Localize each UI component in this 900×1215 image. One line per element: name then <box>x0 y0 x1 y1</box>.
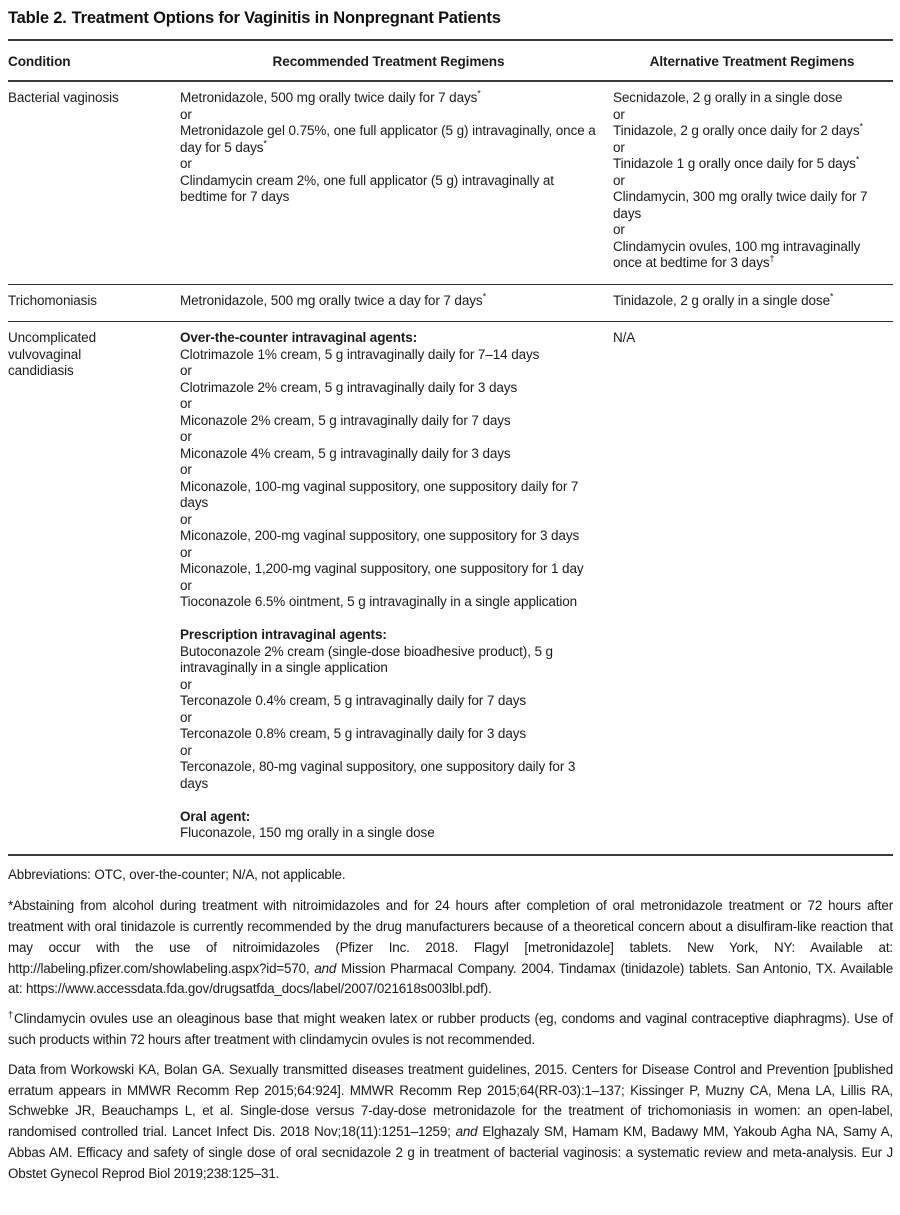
or-connector: or <box>613 139 625 155</box>
regimen-line: Miconazole 4% cream, 5 g intravaginally daily for 3 days <box>180 445 511 461</box>
regimen-line: Secnidazole, 2 g orally in a single dose <box>613 90 843 105</box>
footnote-marker: * <box>855 154 860 165</box>
alternative-regimens-cell <box>613 322 893 854</box>
or-connector: or <box>613 172 625 188</box>
or-connector: or <box>613 106 625 122</box>
regimen-group-heading: Prescription intravaginal agents: <box>180 627 387 642</box>
footnote-marker: * <box>477 88 481 99</box>
footnote-paragraph <box>8 896 893 1000</box>
table-row <box>8 285 893 323</box>
footnote-text: Clindamycin ovules use an oleaginous base that might weaken latex or rubber products (eg, condoms and vaginal contraceptive diaphragms). Use of such products within 72 hours after treatment with clindamycin ovules is not recommended. <box>8 1011 893 1048</box>
alternative-regimens-cell <box>613 285 893 322</box>
regimen-line: Terconazole 0.4% cream, 5 g intravaginally daily for 7 days <box>180 693 527 708</box>
footnote-paragraphs <box>8 896 893 1184</box>
regimen-line: Metronidazole, 500 mg orally twice daily for 7 days* <box>180 88 481 105</box>
or-connector: or <box>180 544 192 560</box>
regimen-group-heading: Oral agent: <box>180 808 251 824</box>
footnote-text: Elghazaly SM, Hamam KM, Badawy MM, Yakoub Agha NA, Samy A, Abbas AM. Efficacy and safety of single dose of oral secnidazole 2 g in treatment of bacterial vaginosis: a systematic review and meta-analysis. Eur J Obstet Gynecol Reprod Biol 2019;238:125–31. <box>8 1124 893 1181</box>
condition-cell: Bacterial vaginosis <box>8 90 119 105</box>
footnote-marker: * <box>482 291 486 301</box>
or-connector: or <box>613 222 625 237</box>
footnote-text: Mission Pharmacal Company. 2004. Tindamax (tinidazole) tablets. San Antonio, TX. Available at: https://www.accessdata.fda.gov/drugsatfda_docs/label/2007/021618s003lbl.pdf). <box>8 960 893 997</box>
italic-text: and <box>455 1124 478 1140</box>
regimen-line: Metronidazole, 500 mg orally twice a day for 7 days* <box>180 291 486 308</box>
table-body <box>8 82 893 856</box>
table-title-text: Treatment Options for Vaginitis in Nonpregnant Patients <box>71 9 501 27</box>
or-connector: or <box>180 511 192 527</box>
footnote-paragraph <box>8 1009 893 1051</box>
regimen-line: Tinidazole 1 g orally once daily for 5 days* <box>613 154 860 171</box>
blank-spacer <box>180 792 597 809</box>
column-header-recommended: Recommended Treatment Regimens <box>272 54 505 69</box>
or-connector: or <box>180 429 192 444</box>
regimen-group-heading: Over-the-counter intravaginal agents: <box>180 330 418 345</box>
regimen-line: Metronidazole gel 0.75%, one full applicator (5 g) intravaginally, once a day for 5 days* <box>180 123 596 155</box>
footnote-marker: * <box>859 121 863 132</box>
regimen-line: N/A <box>613 330 636 345</box>
column-header-condition: Condition <box>8 54 71 69</box>
regimen-line: Miconazole, 1,200-mg vaginal suppository, one suppository for 1 day <box>180 561 584 576</box>
recommended-regimens-cell <box>180 82 613 284</box>
or-connector: or <box>180 742 192 758</box>
table-title <box>8 9 893 28</box>
regimen-line: Clotrimazole 2% cream, 5 g intravaginally daily for 3 days <box>180 379 518 395</box>
or-connector: or <box>180 156 192 171</box>
or-connector: or <box>180 709 192 725</box>
regimen-line: Tinidazole, 2 g orally once daily for 2 days* <box>613 121 863 138</box>
regimen-line: Miconazole, 200-mg vaginal suppository, one suppository for 3 days <box>180 528 580 543</box>
regimen-line: Terconazole, 80-mg vaginal suppository, one suppository daily for 3 days <box>180 759 576 791</box>
footnote-marker: * <box>829 291 834 301</box>
regimen-line: Tioconazole 6.5% ointment, 5 g intravaginally in a single application <box>180 594 578 609</box>
regimen-line: Terconazole 0.8% cream, 5 g intravaginally daily for 3 days <box>180 726 527 741</box>
table-number: Table 2. <box>8 9 67 27</box>
footnotes-section <box>8 865 893 1185</box>
or-connector: or <box>180 577 192 593</box>
regimen-line: Clindamycin, 300 mg orally twice daily for 7 days <box>613 189 868 221</box>
regimen-line: Miconazole, 100-mg vaginal suppository, one suppository daily for 7 days <box>180 478 579 510</box>
blank-spacer <box>180 611 597 628</box>
regimen-line: Clindamycin cream 2%, one full applicator (5 g) intravaginally at bedtime for 7 days <box>180 172 554 204</box>
footnote-paragraph <box>8 1060 893 1185</box>
footnote-marker: † <box>8 1009 15 1021</box>
italic-text: and <box>314 960 337 976</box>
table-row <box>8 82 893 285</box>
footnote-text: *Abstaining from alcohol during treatment with nitroimidazoles and for 24 hours after completion of oral metronidazole treatment or 72 hours after treatment with oral tinidazole is currently recommended by the drug manufacturers because of a theoretical concern about a disulfiram-like reaction that may occur with the use of nitroimidazoles (Pfizer Inc. 2018. Flagyl [metronidazole] tablets. New York, NY: Available at: http://labeling.pfizer.com/showlabeling.aspx?id=570, <box>8 898 893 976</box>
regimen-line: Fluconazole, 150 mg orally in a single dose <box>180 825 435 840</box>
or-connector: or <box>180 363 192 378</box>
regimen-line: Butoconazole 2% cream (single-dose bioadhesive product), 5 g intravaginally in a single application <box>180 643 553 675</box>
regimen-line: Clotrimazole 1% cream, 5 g intravaginally daily for 7–14 days <box>180 346 540 362</box>
abbreviations-note: Abbreviations: OTC, over-the-counter; N/A, not applicable. <box>8 866 346 882</box>
or-connector: or <box>180 676 192 692</box>
recommended-regimens-cell <box>180 285 613 322</box>
recommended-regimens-cell <box>180 322 613 854</box>
treatment-options-table <box>8 39 893 856</box>
footnote-text: Data from Workowski KA, Bolan GA. Sexually transmitted diseases treatment guidelines, 2015. Centers for Disease Control and Prevention [published erratum appears in MMWR Recomm Rep 2015;64:924]. MMWR Recomm Rep 2015;64(RR-03):1–137; Kissinger P, Muzny CA, Mena LA, Lillis RA, Schwebke JR, Beauchamps L, et al. Single-dose versus 7-day-dose metronidazole for the treatment of trichomoniasis in women: an open-label, randomised controlled trial. Lancet Infect Dis. 2018 Nov;18(11):1251–1259; <box>8 1061 893 1140</box>
table-header-row <box>8 41 893 82</box>
table-row <box>8 322 893 856</box>
or-connector: or <box>180 462 192 477</box>
footnote-marker: * <box>263 138 267 148</box>
or-connector: or <box>180 396 192 411</box>
alternative-regimens-cell <box>613 82 893 284</box>
condition-cell: Trichomoniasis <box>8 292 97 308</box>
regimen-line: Clindamycin ovules, 100 mg intravaginally once at bedtime for 3 days† <box>613 238 861 270</box>
regimen-line: Tinidazole, 2 g orally in a single dose* <box>613 291 834 308</box>
footnote-marker: † <box>769 253 775 264</box>
or-connector: or <box>180 106 192 122</box>
condition-cell: Uncomplicated vulvovaginal candidiasis <box>8 330 96 378</box>
regimen-line: Miconazole 2% cream, 5 g intravaginally daily for 7 days <box>180 412 511 428</box>
column-header-alternative: Alternative Treatment Regimens <box>649 54 855 69</box>
